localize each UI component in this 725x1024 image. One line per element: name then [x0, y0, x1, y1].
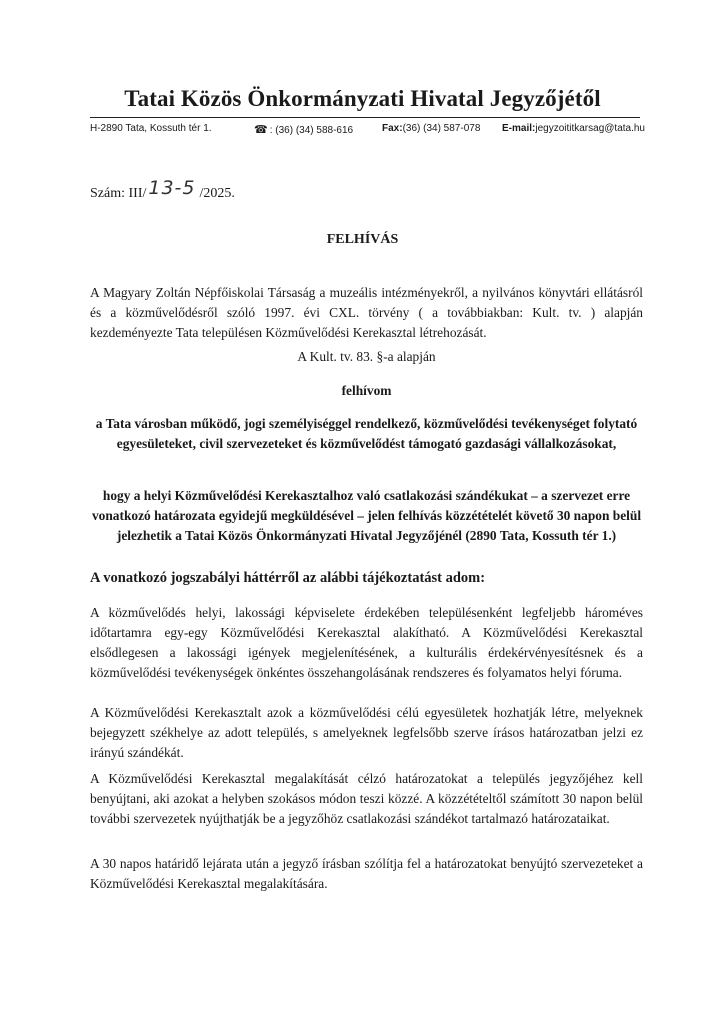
legal-basis: A Kult. tv. 83. §-a alapján — [297, 349, 436, 364]
phone-contact — [254, 123, 382, 136]
reference-number — [90, 177, 235, 202]
paragraph-deadline: A 30 napos határidő lejárata után a jegyző írásban szólítja fel a határozatokat benyújtó szervezeteket a Közművelődési Kerekasztal megalakítására. — [90, 856, 643, 891]
fax-contact — [382, 123, 502, 136]
handwritten-number: 13-5 — [148, 177, 196, 199]
phone-icon: ☎ — [254, 124, 268, 136]
email-address: jegyzoititkarsag@tata.hu — [535, 123, 645, 134]
felhivom-heading: felhívom — [341, 383, 392, 398]
paragraph-roundtable-purpose: A közművelődés helyi, lakossági képviselete érdekében településenként legfeljebb hároméves időtartamra egy-egy Közművelődési Kerekasztal alakítható. A Közművelődési Kerekasztal elsődlegesen a lakossági igények megjelenítésének, a kulturális érdekérvényesítésnek és a közművelődési tevékenységek önkéntes összehangolásának rendszeres és folyamatos helyi fóruma. — [90, 605, 643, 680]
fax-number: (36) (34) 587-078 — [402, 123, 481, 134]
office-title: Tatai Közös Önkormányzati Hivatal Jegyzőjétől — [124, 86, 601, 111]
paragraph-roundtable-founders: A Közművelődési Kerekasztalt azok a közművelődési célú egyesületek hozhatják létre, melyeknek bejegyzett székhelye az adott település, s amelyeknek legfelsőbb szerve írásos határozatban jelzi ez irányú szándékát. — [90, 705, 643, 760]
paragraph-submission: A Közművelődési Kerekasztal megalakítását célzó határozatokat a település jegyzőjéhez kell benyújtani, aki azokat a helyben szokásos módon teszi közzé. A közzétételtől számított 30 napon belül további szervezetek nyújthatják be a jegyzőhöz csatlakozási szándékot tartalmazó határozataikat. — [90, 771, 643, 826]
reference-prefix: Szám: III/ — [90, 186, 147, 201]
contact-line — [90, 123, 650, 136]
intro-paragraph: A Magyary Zoltán Népfőiskolai Társaság a muzeális intézményekről, a nyilvános könyvtári ellátásról és a közművelődésről szóló 1997. évi CXL. törvény ( a továbbiakban: Kult. tv. ) alapján kezdeményezte Tata településen Közművelődési Kerekasztal létrehozását. — [90, 285, 643, 340]
addressees-paragraph: a Tata városban működő, jogi személyiséggel rendelkező, közművelődési tevékenységet folytató egyesületeket, civil szervezeteket és közművelődést támogató gazdasági vállalkozásokat, — [95, 416, 638, 451]
reference-suffix: /2025. — [199, 186, 235, 201]
email-label: E-mail: — [502, 123, 536, 134]
document-title: FELHÍVÁS — [326, 232, 399, 247]
email-contact — [502, 123, 645, 136]
header-divider — [90, 117, 640, 118]
fax-label: Fax: — [382, 123, 403, 134]
request-paragraph: hogy a helyi Közművelődési Kerekasztalhoz való csatlakozási szándékukat – a szervezet erre vonatkozó határozata egyidejű megküldésével – jelen felhívás közzétételét követő 30 napon belül jelezhetik a Tatai Közös Önkormányzati Hivatal Jegyzőjénél (2890 Tata, Kossuth tér 1.) — [91, 488, 642, 543]
legal-background-heading: A vonatkozó jogszabályi háttérről az alábbi tájékoztatást adom: — [90, 570, 486, 586]
phone-number: : (36) (34) 588-616 — [269, 125, 354, 136]
office-address: H-2890 Tata, Kossuth tér 1. — [90, 123, 212, 134]
